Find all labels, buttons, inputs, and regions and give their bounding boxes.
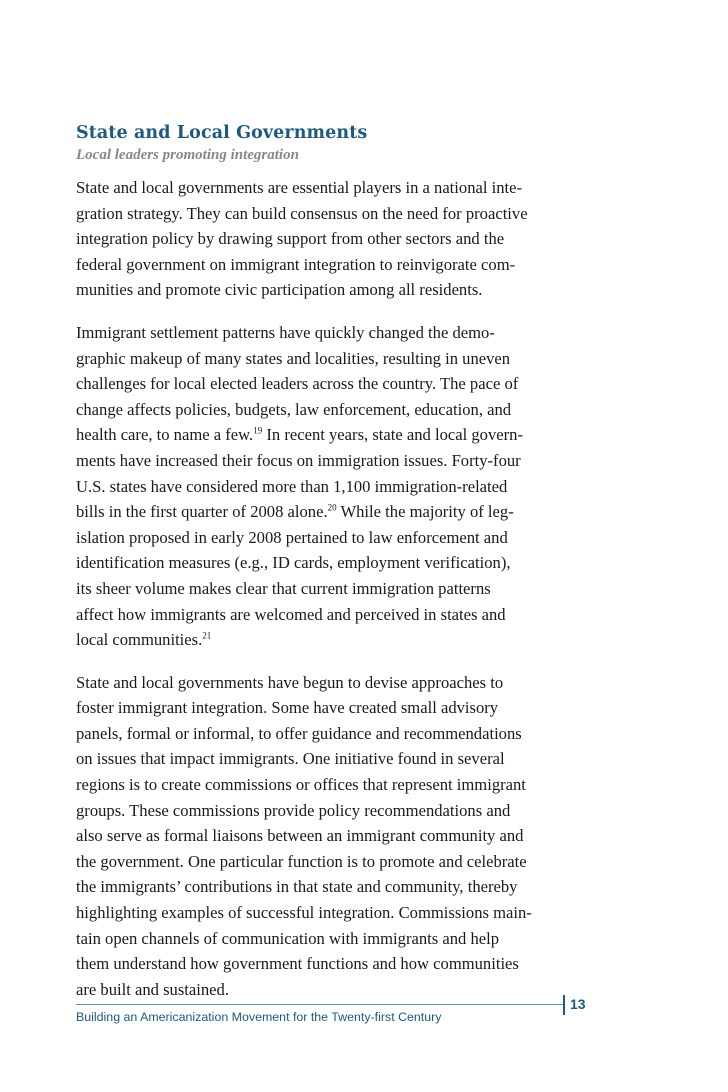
footer-divider <box>76 1004 564 1005</box>
text-line: the immigrants’ contributions in that state and community, thereby <box>76 877 518 897</box>
text-line: change affects policies, budgets, law enforcement, education, and <box>76 399 512 419</box>
section-subtitle: Local leaders promoting integration <box>76 147 299 163</box>
text-line: also serve as formal liaisons between an immigrant community and <box>76 826 524 846</box>
text-line: Immigrant settlement patterns have quickly changed the demo- <box>76 322 495 342</box>
text-line: U.S. states have considered more than 1,100 immigration-related <box>76 476 508 496</box>
text-line: its sheer volume makes clear that current immigration patterns <box>76 578 491 598</box>
text-line <box>76 627 566 653</box>
text-line: are built and sustained. <box>76 979 229 999</box>
text-segment: local communities. <box>76 630 203 650</box>
text-line: tain open channels of communication with immigrants and help <box>76 928 500 948</box>
footer-publication-title: Building an Americanization Movement for the Twenty-first Century <box>76 1010 442 1024</box>
text-line: State and local governments have begun to devise approaches to <box>76 672 504 692</box>
footnote-ref-20: 20 <box>327 502 337 513</box>
text-line: highlighting examples of successful integration. Commissions main- <box>76 903 532 923</box>
text-line: munities and promote civic participation among all residents. <box>76 280 483 300</box>
text-line: foster immigrant integration. Some have created small advisory <box>76 698 499 718</box>
text-line: the government. One particular function is to promote and celebrate <box>76 851 527 871</box>
page-number: 13 <box>570 996 586 1012</box>
paragraph-3 <box>76 670 566 1003</box>
text-line: groups. These commissions provide policy recommendations and <box>76 800 511 820</box>
text-line: affect how immigrants are welcomed and perceived in states and <box>76 604 506 624</box>
text-line: islation proposed in early 2008 pertained to law enforcement and <box>76 527 508 547</box>
page-number-bar <box>563 995 565 1015</box>
footnote-ref-19: 19 <box>253 425 263 436</box>
text-segment: In recent years, state and local govern- <box>262 425 523 445</box>
text-line: panels, formal or informal, to offer guidance and recommendations <box>76 723 522 743</box>
text-line: integration policy by drawing support from other sectors and the <box>76 229 505 249</box>
section-title: State and Local Governments <box>76 123 368 143</box>
text-line: regions is to create commissions or offices that represent immigrant <box>76 775 526 795</box>
text-segment: bills in the first quarter of 2008 alone. <box>76 502 328 522</box>
text-line: challenges for local elected leaders across the country. The pace of <box>76 374 519 394</box>
text-line <box>76 422 566 448</box>
text-line: federal government on immigrant integration to reinvigorate com- <box>76 254 516 274</box>
text-line: identification measures (e.g., ID cards, employment verification), <box>76 553 511 573</box>
text-line <box>76 499 566 525</box>
text-line: gration strategy. They can build consensus on the need for proactive <box>76 203 528 223</box>
text-segment: health care, to name a few. <box>76 425 254 445</box>
text-line: ments have increased their focus on immigration issues. Forty-four <box>76 450 521 470</box>
text-line: graphic makeup of many states and localities, resulting in uneven <box>76 348 511 368</box>
text-line: State and local governments are essential players in a national inte- <box>76 178 523 197</box>
main-content <box>76 122 566 1002</box>
text-line: them understand how government functions and how communities <box>76 954 519 974</box>
footnote-ref-21: 21 <box>202 630 212 641</box>
paragraph-2 <box>76 320 566 653</box>
text-segment: While the majority of leg- <box>336 502 514 522</box>
paragraph-1 <box>76 175 566 303</box>
text-line: on issues that impact immigrants. One initiative found in several <box>76 749 505 769</box>
